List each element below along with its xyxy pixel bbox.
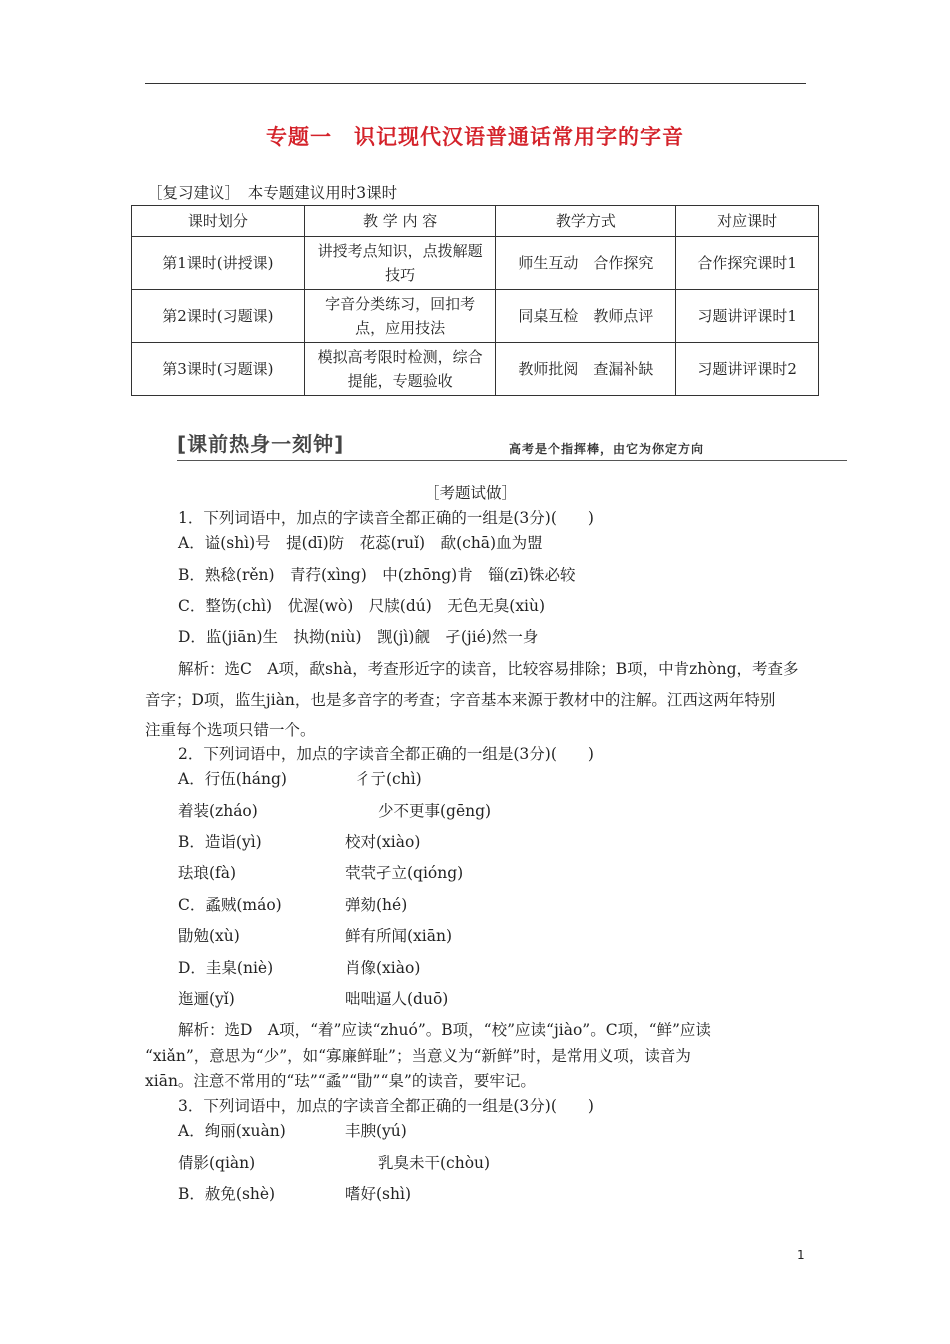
- table-cell: 合作探究课时1: [676, 237, 819, 290]
- table-cell: 习题讲评课时1: [676, 290, 819, 343]
- table-cell: 教师批阅 查漏补缺: [496, 343, 676, 396]
- table-header: 对应课时: [676, 206, 819, 237]
- table-header: 课时划分: [132, 206, 305, 237]
- table-header: 教 学 内 容: [304, 206, 496, 237]
- page-title: 专题一 识记现代汉语普通话常用字的字音: [266, 125, 684, 149]
- banner-title: [课前热身一刻钟]: [177, 432, 345, 456]
- table-cell: 第2课时(习题课): [132, 290, 305, 343]
- q3-option-item: B．赦免(shè): [178, 1185, 276, 1203]
- q2-option-item: B．造诣(yì): [178, 833, 262, 851]
- section-banner: [177, 428, 847, 461]
- q2-option-item: A．行伍(háng): [178, 770, 287, 788]
- question-3-stem: 3．下列词语中，加点的字读音全都正确的一组是(3分)( ): [178, 1097, 594, 1115]
- q2-option-item: 茕茕孑立(qióng): [345, 864, 464, 882]
- q2-analysis-line: xiān。注意不常用的“珐”“蟊”“勖”“臬”的读音，要牢记。: [145, 1072, 536, 1090]
- q2-option-item: 校对(xiào): [345, 833, 421, 851]
- q1-analysis-line: 音字；D项，监生jiàn，也是多音字的考查；字音基本来源于教材中的注解。江西这两年特别: [145, 691, 776, 709]
- table-header: 教学方式: [496, 206, 676, 237]
- schedule-table: [131, 205, 819, 396]
- q3-option-item: 倩影(qiàn): [178, 1154, 256, 1172]
- question-1-stem: 1．下列词语中，加点的字读音全都正确的一组是(3分)( ): [178, 509, 594, 527]
- q3-option-item: A．绚丽(xuàn): [178, 1122, 286, 1140]
- q2-analysis-line: 解析：选D A项，“着”应读“zhuó”。B项，“校”应读“jiào”。C项，“鲜”应读: [178, 1021, 711, 1039]
- q3-option-item: 乳臭未干(chòu): [378, 1154, 491, 1172]
- q2-option-item: 咄咄逼人(duō): [345, 990, 449, 1008]
- q1-option-c: C．整饬(chì) 优渥(wò) 尺牍(dú) 无色无臭(xiù): [178, 597, 546, 615]
- q2-option-item: 珐琅(fà): [178, 864, 237, 882]
- page-number: 1: [797, 1248, 805, 1262]
- table-cell: 同桌互检 教师点评: [496, 290, 676, 343]
- q2-option-item: D．圭臬(niè): [178, 959, 274, 977]
- q2-option-item: C．蟊贼(máo): [178, 896, 282, 914]
- table-row: [132, 343, 819, 396]
- q2-option-item: 彳亍(chì): [355, 770, 422, 788]
- table-row: [132, 237, 819, 290]
- table-cell: 习题讲评课时2: [676, 343, 819, 396]
- q2-option-item: 肖像(xiào): [345, 959, 421, 977]
- table-cell: 师生互动 合作探究: [496, 237, 676, 290]
- question-2-stem: 2．下列词语中，加点的字读音全都正确的一组是(3分)( ): [178, 745, 594, 763]
- table-cell: 讲授考点知识，点拨解题技巧: [304, 237, 496, 290]
- table-cell: 模拟高考限时检测，综合提能，专题验收: [304, 343, 496, 396]
- q3-option-item: 丰腴(yú): [345, 1122, 407, 1140]
- q2-option-item: 少不更事(gēng): [378, 802, 492, 820]
- banner-subtitle: 高考是个指挥棒，由它为你定方向: [509, 442, 705, 456]
- q2-option-item: 弹劾(hé): [345, 896, 408, 914]
- q2-option-item: 勖勉(xù): [178, 927, 240, 945]
- q1-option-a: A．谥(shì)号 提(dī)防 花蕊(ruǐ) 歃(chā)血为盟: [178, 534, 543, 552]
- table-cell: 第3课时(习题课): [132, 343, 305, 396]
- q1-analysis-line: 解析：选C A项，歃shà，考查形近字的读音，比较容易排除；B项，中肯zhòng，考查多: [178, 660, 799, 678]
- q2-option-item: 鲜有所闻(xiān): [345, 927, 453, 945]
- q1-option-b: B．熟稔(rěn) 青荇(xìng) 中(zhōng)肯 锱(zī)铢必较: [178, 566, 576, 584]
- q3-option-item: 嗜好(shì): [345, 1185, 411, 1203]
- q2-analysis-line: “xiǎn”，意思为“少”，如“寡廉鲜耻”；当意义为“新鲜”时，是常用义项，读音为: [145, 1047, 691, 1065]
- table-row: [132, 290, 819, 343]
- q2-option-item: 着装(zháo): [178, 802, 258, 820]
- table-header-row: [132, 206, 819, 237]
- section-heading: ［考题试做］: [424, 484, 518, 502]
- review-advice: ［复习建议］ 本专题建议用时3课时: [147, 184, 398, 202]
- q1-analysis-line: 注重每个选项只错一个。: [145, 721, 316, 739]
- header-rule: [145, 83, 806, 84]
- q2-option-item: 迤逦(yǐ): [178, 990, 235, 1008]
- q1-option-d: D．监(jiān)生 执拗(niù) 觊(jì)觎 孑(jié)然一身: [178, 628, 539, 646]
- table-cell: 第1课时(讲授课): [132, 237, 305, 290]
- table-cell: 字音分类练习，回扣考点，应用技法: [304, 290, 496, 343]
